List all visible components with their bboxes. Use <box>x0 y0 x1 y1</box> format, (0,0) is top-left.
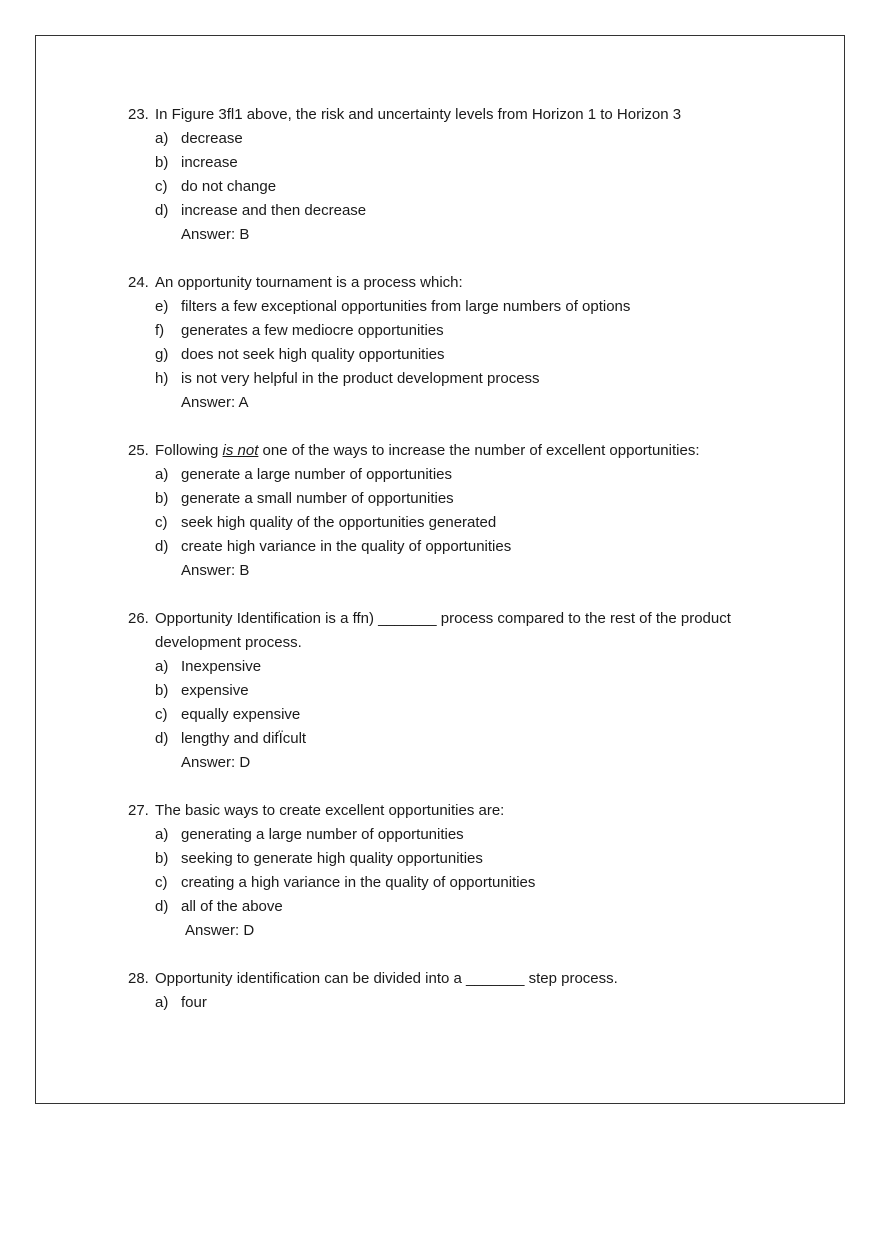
option-item <box>128 727 788 751</box>
option-text: Inexpensive <box>181 658 262 675</box>
option-item <box>128 343 788 367</box>
option-letter: a) <box>155 826 169 843</box>
option-text: is not very helpful in the product development process <box>181 370 540 387</box>
option-text: generate a small number of opportunities <box>181 490 454 507</box>
option-item <box>128 823 788 847</box>
option-item <box>128 703 788 727</box>
option-text: generate a large number of opportunities <box>181 466 453 483</box>
question-number: 28. <box>128 970 149 987</box>
answer-line: Answer: A <box>181 394 249 411</box>
option-letter: c) <box>155 706 168 723</box>
option-item <box>128 535 788 559</box>
option-item <box>128 199 788 223</box>
question-text: The basic ways to create excellent opportunities are: <box>155 802 505 819</box>
question-text: Opportunity Identification is a ffn) _______ process compared to the rest of the product development process. <box>155 610 731 651</box>
option-letter: b) <box>155 490 169 507</box>
option-text: seeking to generate high quality opportunities <box>181 850 483 867</box>
option-text: lengthy and difÏcult <box>181 730 307 747</box>
option-text: four <box>181 994 207 1011</box>
question-text: In Figure 3fl1 above, the risk and uncertainty levels from Horizon 1 to Horizon 3 <box>155 106 682 123</box>
question-23 <box>128 103 788 247</box>
question-text-after: one of the ways to increase the number of excellent opportunities: <box>258 442 700 459</box>
option-letter: e) <box>155 298 169 315</box>
option-letter: g) <box>155 346 169 363</box>
answer-line: Answer: B <box>181 562 250 579</box>
option-item <box>128 847 788 871</box>
option-letter: d) <box>155 202 169 219</box>
question-list <box>128 103 788 1039</box>
question-number: 24. <box>128 274 149 291</box>
question-text <box>155 439 788 463</box>
question-text-emphasis: is not <box>222 442 259 459</box>
option-item <box>128 319 788 343</box>
option-letter: f) <box>155 322 165 339</box>
option-letter: b) <box>155 154 169 171</box>
question-text-before: Following <box>155 442 223 459</box>
option-text: increase <box>181 154 238 171</box>
option-text: increase and then decrease <box>181 202 367 219</box>
option-letter: b) <box>155 850 169 867</box>
answer-line: Answer: B <box>181 226 250 243</box>
option-letter: b) <box>155 682 169 699</box>
question-text: An opportunity tournament is a process which: <box>155 274 463 291</box>
option-item <box>128 487 788 511</box>
option-letter: c) <box>155 178 168 195</box>
question-number: 26. <box>128 610 149 627</box>
question-number: 27. <box>128 802 149 819</box>
option-item <box>128 895 788 919</box>
option-letter: d) <box>155 730 169 747</box>
question-26 <box>128 607 788 775</box>
option-item <box>128 367 788 391</box>
option-text: seek high quality of the opportunities generated <box>181 514 497 531</box>
option-text: equally expensive <box>181 706 301 723</box>
question-24 <box>128 271 788 415</box>
option-text: filters a few exceptional opportunities from large numbers of options <box>181 298 631 315</box>
question-number: 25. <box>128 442 149 459</box>
answer-line: Answer: D <box>185 922 255 939</box>
option-letter: c) <box>155 874 168 891</box>
question-28 <box>128 967 788 1015</box>
question-text: Opportunity identification can be divided into a _______ step process. <box>155 970 618 987</box>
option-letter: a) <box>155 994 169 1011</box>
option-item <box>128 679 788 703</box>
option-item <box>128 151 788 175</box>
option-item <box>128 655 788 679</box>
option-text: do not change <box>181 178 277 195</box>
option-item <box>128 871 788 895</box>
option-item <box>128 175 788 199</box>
option-letter: a) <box>155 130 169 147</box>
option-item <box>128 511 788 535</box>
option-item <box>128 127 788 151</box>
option-text: generates a few mediocre opportunities <box>181 322 444 339</box>
option-text: generating a large number of opportunities <box>181 826 464 843</box>
option-letter: a) <box>155 466 169 483</box>
option-letter: d) <box>155 898 169 915</box>
option-letter: a) <box>155 658 169 675</box>
option-letter: c) <box>155 514 168 531</box>
option-text: all of the above <box>181 898 283 915</box>
option-letter: h) <box>155 370 169 387</box>
option-text: expensive <box>181 682 249 699</box>
option-text: does not seek high quality opportunities <box>181 346 445 363</box>
question-number: 23. <box>128 106 149 123</box>
option-text: create high variance in the quality of opportunities <box>181 538 512 555</box>
option-text: decrease <box>181 130 243 147</box>
question-27 <box>128 799 788 943</box>
option-letter: d) <box>155 538 169 555</box>
option-item <box>128 991 788 1015</box>
option-text: creating a high variance in the quality of opportunities <box>181 874 536 891</box>
option-item <box>128 463 788 487</box>
option-item <box>128 295 788 319</box>
answer-line: Answer: D <box>181 754 251 771</box>
question-25 <box>128 439 788 583</box>
